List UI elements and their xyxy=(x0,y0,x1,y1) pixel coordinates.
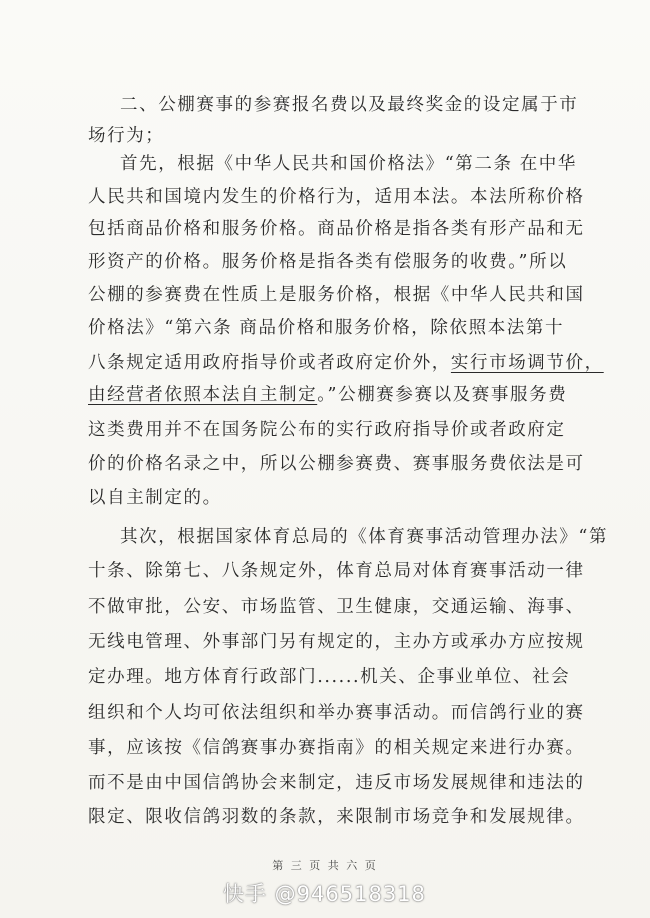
underlined-text: 由经营者依照本法自主制定 xyxy=(88,385,318,405)
text-line: 十条、除第七、八条规定外，体育总局对体育赛事活动一律 xyxy=(88,561,585,581)
text-line: 无线电管理、外事部门另有规定的，主办方或承办方应按规 xyxy=(88,632,585,652)
text-line: 形资产的价格。服务价格是指各类有偿服务的收费。”所以 xyxy=(88,252,568,272)
page-number: 第 三 页 共 六 页 xyxy=(272,859,378,872)
underlined-text: 实行市场调节价， xyxy=(450,353,604,373)
text-line xyxy=(88,384,567,406)
text-line: 事，应该按《信鸽赛事办赛指南》的相关规定来进行办赛。 xyxy=(88,738,585,758)
text-line: 二、公棚赛事的参赛报名费以及最终奖金的设定属于市 xyxy=(120,95,579,115)
text-line: 公棚的参赛费在性质上是服务价格，根据《中华人民共和国 xyxy=(88,285,585,305)
text-line: 价的价格名录之中，所以公棚参赛费、赛事服务费依法是可 xyxy=(88,454,585,474)
text-line: 而不是由中国信鸽协会来制定，违反市场发展规律和违法的 xyxy=(88,773,585,793)
text-line: 包括商品价格和服务价格。商品价格是指各类有形产品和无 xyxy=(88,219,585,239)
text-line: 限定、限收信鸽羽数的条款，来限制市场竞争和发展规律。 xyxy=(88,807,585,827)
text-line xyxy=(88,352,604,374)
text-line: 人民共和国境内发生的价格行为，适用本法。本法所称价格 xyxy=(88,187,585,207)
text-line: 以自主制定的。 xyxy=(88,488,222,508)
text-line: 首先，根据《中华人民共和国价格法》“第二条 在中华 xyxy=(120,154,578,174)
text-line: 定办理。地方体育行政部门......机关、企事业单位、社会 xyxy=(88,667,571,687)
text-line: 价格法》“第六条 商品价格和服务价格，除依照本法第十 xyxy=(88,318,565,338)
text-segment: 。”公棚赛参赛以及赛事服务费 xyxy=(317,385,568,405)
text-line: 这类费用并不在国务院公布的实行政府指导价或者政府定 xyxy=(88,420,566,440)
text-segment: 八条规定适用政府指导价或者政府定价外， xyxy=(88,353,451,373)
watermark-text: 快手 @946518318 xyxy=(223,882,426,906)
text-line: 场行为； xyxy=(88,126,165,146)
text-line: 组织和个人均可依法组织和举办赛事活动。而信鸽行业的赛 xyxy=(88,703,585,723)
text-line: 不做审批，公安、市场监管、卫生健康，交通运输、海事、 xyxy=(88,597,585,617)
text-line: 其次，根据国家体育总局的《体育赛事活动管理办法》“第 xyxy=(120,527,609,547)
